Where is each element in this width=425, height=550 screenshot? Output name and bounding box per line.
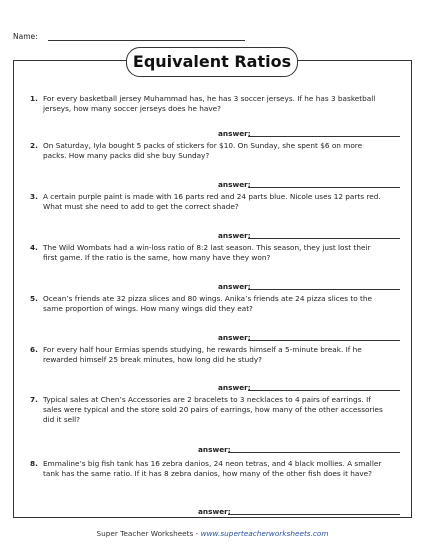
answer-line-7[interactable] xyxy=(228,452,400,453)
footer xyxy=(0,529,425,538)
answer-line-8[interactable] xyxy=(228,514,400,515)
question-number: 8. xyxy=(30,459,38,468)
answer-line-1[interactable] xyxy=(248,136,400,137)
answer-label: answer: xyxy=(218,383,251,392)
answer-line-5[interactable] xyxy=(248,340,400,341)
answer-label: answer: xyxy=(218,180,251,189)
answer-line-6[interactable] xyxy=(248,390,400,391)
question-text: The Wild Wombats had a win-loss ratio of 8:2 last season. This season, they just lost their first game. If the ratio is the same, how many have they won? xyxy=(43,243,371,263)
answer-label: answer: xyxy=(218,129,251,138)
name-line[interactable] xyxy=(48,40,245,41)
question-text: Ocean’s friends ate 32 pizza slices and 80 wings. Anika’s friends ate 24 pizza slices to the same proportion of wings. How many wings did they eat? xyxy=(43,294,372,314)
footer-url[interactable]: www.superteacherworksheets.com xyxy=(200,529,329,538)
question-text: Typical sales at Chen’s Accessories are 2 bracelets to 3 necklaces to 4 pairs of earrings. If sales were typical and the store sold 20 pairs of earrings, how many of the other accessories did it sell? xyxy=(43,395,383,425)
answer-label: answer: xyxy=(218,333,251,342)
question-number: 7. xyxy=(30,395,38,404)
worksheet-title: Equivalent Ratios xyxy=(126,47,298,77)
footer-brand: Super Teacher Worksheets xyxy=(96,529,194,538)
answer-label: answer: xyxy=(218,231,251,240)
question-text: For every basketball jersey Muhammad has, he has 3 soccer jerseys. If he has 3 basketball jerseys, how many soccer jerseys does he have? xyxy=(43,94,376,114)
answer-line-4[interactable] xyxy=(248,289,400,290)
answer-line-2[interactable] xyxy=(248,187,400,188)
footer-separator: - xyxy=(193,529,201,538)
question-number: 6. xyxy=(30,345,38,354)
question-number: 3. xyxy=(30,192,38,201)
question-number: 5. xyxy=(30,294,38,303)
question-number: 4. xyxy=(30,243,38,252)
question-text: On Saturday, Iyla bought 5 packs of stickers for $10. On Sunday, she spent $6 on more packs. How many packs did she buy Sunday? xyxy=(43,141,363,161)
question-number: 1. xyxy=(30,94,38,103)
question-text: Emmaline’s big fish tank has 16 zebra danios, 24 neon tetras, and 4 black mollies. A smaller tank has the same ratio. If it has 8 zebra danios, how many of the other fish does it have? xyxy=(43,459,382,479)
question-text: For every half hour Ermias spends studying, he rewards himself a 5-minute break. If he rewarded himself 25 break minutes, how long did he study? xyxy=(43,345,362,365)
answer-label: answer: xyxy=(218,282,251,291)
name-label: Name: xyxy=(13,32,38,41)
answer-label: answer: xyxy=(198,507,231,516)
answer-label: answer: xyxy=(198,445,231,454)
answer-line-3[interactable] xyxy=(248,238,400,239)
question-text: A certain purple paint is made with 16 parts red and 24 parts blue. Nicole uses 12 parts red. What must she need to add to get the correct shade? xyxy=(43,192,381,212)
question-number: 2. xyxy=(30,141,38,150)
